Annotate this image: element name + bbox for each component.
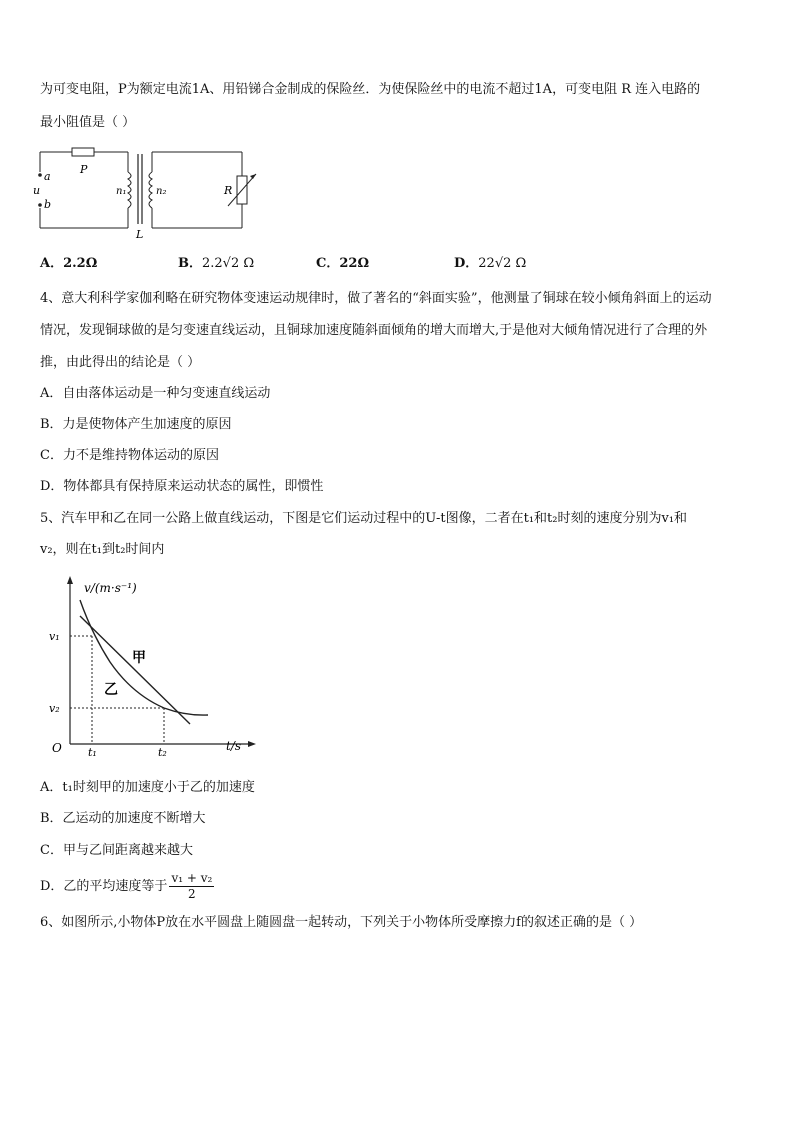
velocity-time-graph <box>40 572 270 762</box>
label-jia: 甲 <box>132 650 146 666</box>
q3-option-c: C．22Ω <box>316 256 370 271</box>
terminal-b: b <box>44 198 52 211</box>
fuse-label-P: P <box>80 163 88 176</box>
q4-option-d: D．物体都具有保持原来运动状态的属性，即惯性 <box>40 479 324 494</box>
q4-option-c: C．力不是维持物体运动的原因 <box>40 448 219 463</box>
q3-option-a: A．2.2Ω <box>40 256 98 271</box>
q5-text-line1: 5、汽车甲和乙在同一公路上做直线运动，下图是它们运动过程中的U-t图像，二者在t₁和t₂时刻的速度分别为v₁和 <box>40 511 688 526</box>
q3-option-b: B．2.2√2 Ω <box>178 256 255 271</box>
label-yi: 乙 <box>104 682 118 698</box>
terminal-a: a <box>44 170 51 183</box>
q5-option-d: D．乙的平均速度等于 $\frac{\text{v₁ + v₂}}{2}$ <box>40 871 213 901</box>
resistor-label-R: R <box>224 184 233 197</box>
transformer-circuit-diagram <box>30 140 280 240</box>
coil-n2: n₂ <box>156 186 167 197</box>
q5-option-c: C．甲与乙间距离越来越大 <box>40 843 193 858</box>
q4-text-line3: 推，由此得出的结论是（ ） <box>40 355 201 370</box>
core-L: L <box>136 228 144 240</box>
q4-option-a: A．自由落体运动是一种匀变速直线运动 <box>40 386 271 401</box>
origin-label: O <box>52 741 62 755</box>
q3-text-line2: 最小阻值是（ ） <box>40 115 136 130</box>
tick-t1: t₁ <box>88 746 97 759</box>
y-axis-label: v/(m·s⁻¹) <box>84 581 137 595</box>
fraction-v1-v2-over-2: $\frac{\text{v₁ + v₂}}{2}$ <box>171 871 213 901</box>
tick-t2: t₂ <box>158 746 167 759</box>
q4-text-line1: 4、意大利科学家伽利略在研究物体变速运动规律时，做了著名的“斜面实验”，他测量了铜球在较小倾角斜面上的运动 <box>40 291 712 306</box>
q4-option-b: B．力是使物体产生加速度的原因 <box>40 417 232 432</box>
tick-v2: v₂ <box>49 702 60 715</box>
q3-text-line1: 为可变电阻，P为额定电流1A、用铅锑合金制成的保险丝．为使保险丝中的电流不超过1A，可变电阻 R 连入电路的 <box>40 82 701 97</box>
x-axis-label: t/s <box>226 739 242 753</box>
q6-text-line1: 6、如图所示,小物体P放在水平圆盘上随圆盘一起转动，下列关于小物体所受摩擦力f的叙述正确的是（ ） <box>40 915 643 930</box>
coil-n1: n₁ <box>116 186 127 197</box>
fuse-P <box>72 148 94 156</box>
tick-v1: v₁ <box>49 630 60 643</box>
q4-text-line2: 情况，发现铜球做的是匀变速直线运动，且铜球加速度随斜面倾角的增大而增大,于是他对大倾角情况进行了合理的外 <box>40 323 708 338</box>
q5-option-a: A．t₁时刻甲的加速度小于乙的加速度 <box>40 780 255 795</box>
q5-option-b: B．乙运动的加速度不断增大 <box>40 811 206 826</box>
q3-option-d: D．22√2 Ω <box>454 256 527 271</box>
q5-text-line2: v₂，则在t₁到t₂时间内 <box>40 542 165 557</box>
voltage-u: u <box>33 184 41 197</box>
